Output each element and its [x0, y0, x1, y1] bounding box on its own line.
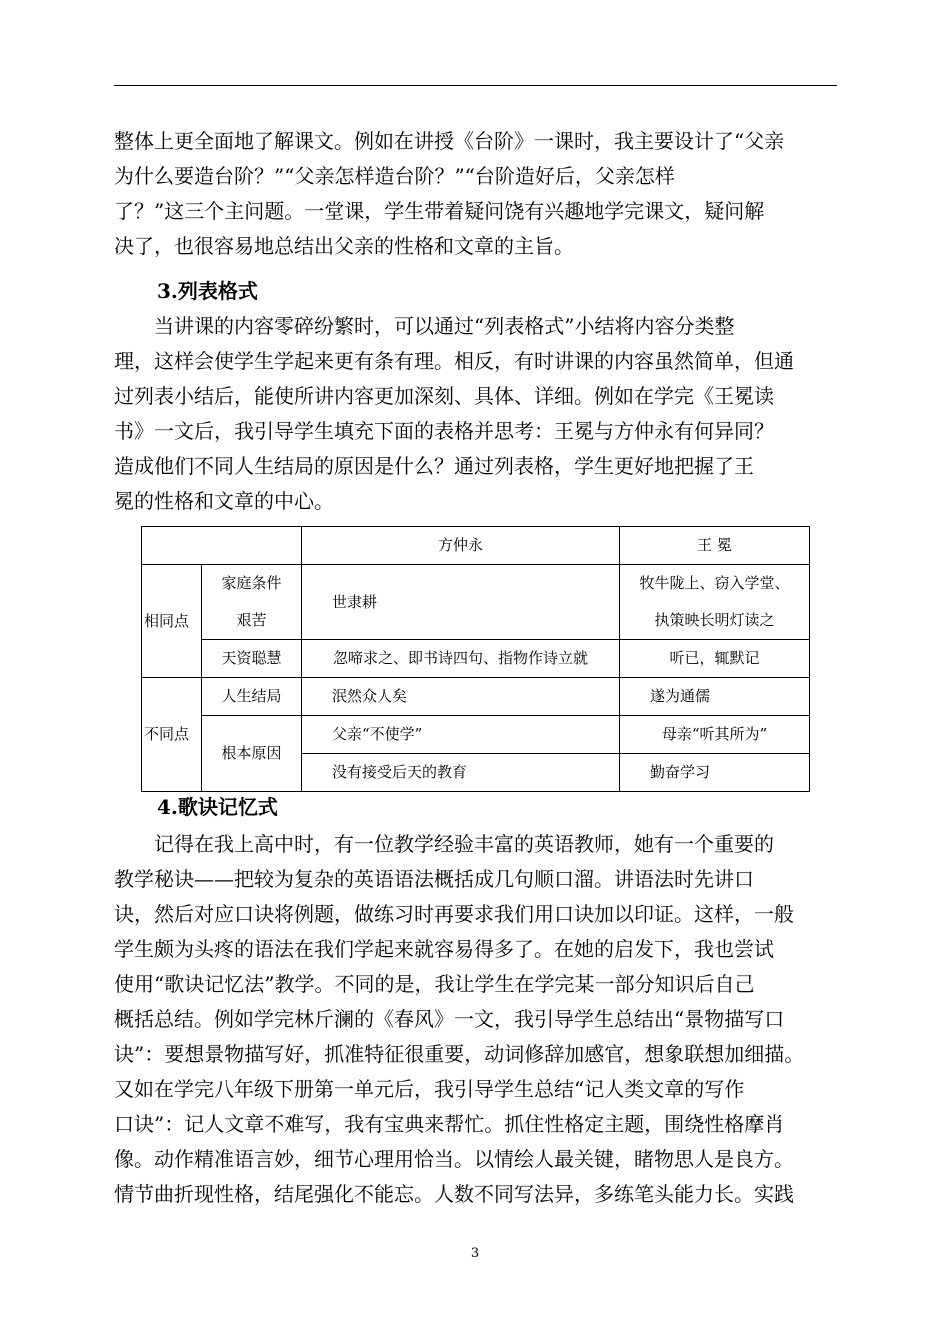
- row-label-outcome: 人生结局: [202, 678, 302, 716]
- cell-wang-cause-a: 母亲“听其所为”: [620, 716, 810, 754]
- table-row: [142, 678, 810, 716]
- text-line: 教学秘诀——把较为复杂的英语语法概括成几句顺口溜。讲语法时先讲口: [114, 867, 754, 891]
- text-line: 理，这样会使学生学起来更有条有理。相反，有时讲课的内容虽然简单，但通: [114, 349, 794, 373]
- cell-fang-outcome: 泯然众人矣: [302, 678, 620, 716]
- row-label-line: 家庭条件: [221, 574, 282, 592]
- cell-wang-talent: 听已，辄默记: [620, 640, 810, 678]
- text-line: 决了，也很容易地总结出父亲的性格和文章的主旨。: [114, 234, 574, 258]
- row-label-cause: 根本原因: [202, 716, 302, 792]
- table-row: [142, 565, 810, 640]
- group-label-same: 相同点: [142, 565, 202, 678]
- text-line: 书》一文后，我引导学生填充下面的表格并思考：王冕与方仲永有何异同？: [114, 419, 774, 443]
- paragraph-rhyme: [114, 827, 838, 1212]
- header-wang-mian: 王 冕: [620, 527, 810, 565]
- row-label-talent: 天资聪慧: [202, 640, 302, 678]
- section-heading-list-format: 3.列表格式: [157, 279, 258, 303]
- text-line: 造成他们不同人生结局的原因是什么？通过列表格，学生更好地把握了王: [114, 454, 754, 478]
- cell-wang-family: [620, 565, 810, 640]
- text-line: 又如在学完八年级下册第一单元后，我引导学生总结“记人类文章的写作: [114, 1077, 745, 1101]
- text-line: 诀，然后对应口诀将例题，做练习时再要求我们用口诀加以印证。这样，一般: [114, 902, 794, 926]
- cell-wang-cause-b: 勤奋学习: [620, 754, 810, 792]
- text-line: 冕的性格和文章的中心。: [114, 489, 334, 513]
- text-line: 当讲课的内容零碎纷繁时，可以通过“列表格式”小结将内容分类整: [114, 314, 735, 338]
- section-heading-rhyme: 4.歌诀记忆式: [157, 795, 278, 819]
- text-line: 诀”：要想景物描写好，抓准特征很重要，动词修辞加感官，想象联想加细描。: [114, 1042, 805, 1066]
- cell-line: 牧牛陇上、窃入学堂、: [639, 574, 790, 592]
- table-row: [142, 640, 810, 678]
- group-label-diff: 不同点: [142, 678, 202, 792]
- text-line: 口诀”：记人文章不难写，我有宝典来帮忙。抓住性格定主题，围绕性格摩肖: [114, 1112, 785, 1136]
- paragraph-list-format: [114, 309, 838, 519]
- row-label-family: [202, 565, 302, 640]
- text-line: 为什么要造台阶？”“父亲怎样造台阶？”“台阶造好后，父亲怎样: [114, 164, 675, 188]
- header-rule: [114, 85, 837, 86]
- text-line: 过列表小结后，能使所讲内容更加深刻、具体、详细。例如在学完《王冕读: [114, 384, 774, 408]
- table-corner-cell: [142, 527, 302, 565]
- header-fang-zhongyong: 方仲永: [302, 527, 620, 565]
- cell-fang-cause-b: 没有接受后天的教育: [302, 754, 620, 792]
- cell-fang-cause-a: 父亲“不使学”: [302, 716, 620, 754]
- cell-wang-outcome: 遂为通儒: [620, 678, 810, 716]
- cell-line: 执策映长明灯读之: [654, 611, 775, 629]
- page-number: 3: [470, 1246, 480, 1261]
- text-line: 整体上更全面地了解课文。例如在讲授《台阶》一课时，我主要设计了“父亲: [114, 129, 785, 153]
- text-line: 概括总结。例如学完林斤澜的《春风》一文，我引导学生总结出“景物描写口: [114, 1007, 785, 1031]
- cell-fang-family: 世隶耕: [302, 565, 620, 640]
- text-line: 像。动作精准语言妙，细节心理用恰当。以情绘人最关键，睹物思人是良方。: [114, 1147, 794, 1171]
- text-line: 使用“歌诀记忆法”教学。不同的是，我让学生在学完某一部分知识后自己: [114, 972, 755, 996]
- text-line: 记得在我上高中时，有一位教学经验丰富的英语教师，她有一个重要的: [114, 832, 774, 856]
- row-label-line: 艰苦: [236, 611, 267, 629]
- paragraph-taijie: [114, 124, 838, 264]
- text-line: 情节曲折现性格，结尾强化不能忘。人数不同写法异，多练笔头能力长。实践: [114, 1182, 794, 1206]
- table-row: [142, 716, 810, 754]
- comparison-table: [141, 526, 810, 792]
- table-header-row: [142, 527, 810, 565]
- text-line: 学生颇为头疼的语法在我们学起来就容易得多了。在她的启发下，我也尝试: [114, 937, 774, 961]
- cell-fang-talent: 忽啼求之、即书诗四句、指物作诗立就: [302, 640, 620, 678]
- text-line: 了？”这三个主问题。一堂课，学生带着疑问饶有兴趣地学完课文，疑问解: [114, 199, 765, 223]
